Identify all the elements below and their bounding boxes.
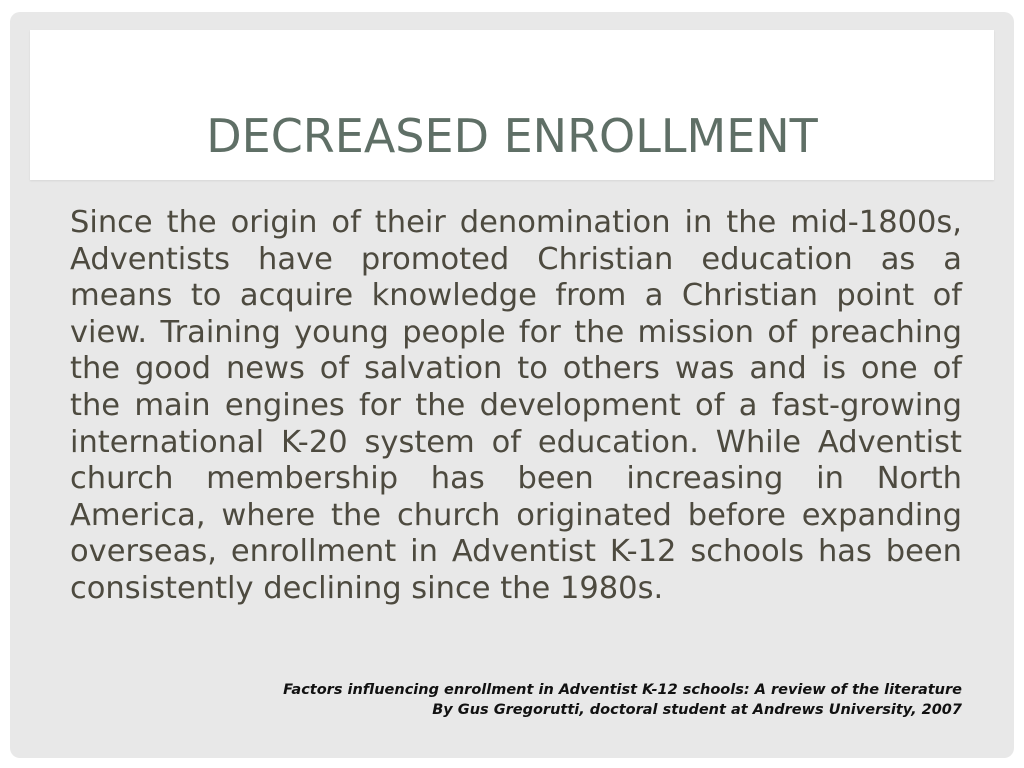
title-box bbox=[30, 30, 994, 180]
slide-title: DECREASED ENROLLMENT bbox=[206, 109, 818, 163]
body-paragraph: Since the origin of their denomination in the mid-1800s, Adventists have promoted Christian education as a means to acquire knowledge from a Christian point of view. Training young people for the mission of preaching the good news of salvation to others was and is one of the main engines for the development of a fast-growing international K-20 system of education. While Adventist church membership has been increasing in North America, where the church originated before expanding overseas, enrollment in Adventist K-12 schools has been consistently declining since the 1980s. bbox=[70, 205, 962, 606]
citation-author: By Gus Gregorutti, doctoral student at Andrews University, 2007 bbox=[432, 702, 962, 718]
citation-source: Factors influencing enrollment in Adventist K-12 schools: A review of the literature bbox=[283, 682, 962, 698]
citation bbox=[162, 680, 962, 720]
